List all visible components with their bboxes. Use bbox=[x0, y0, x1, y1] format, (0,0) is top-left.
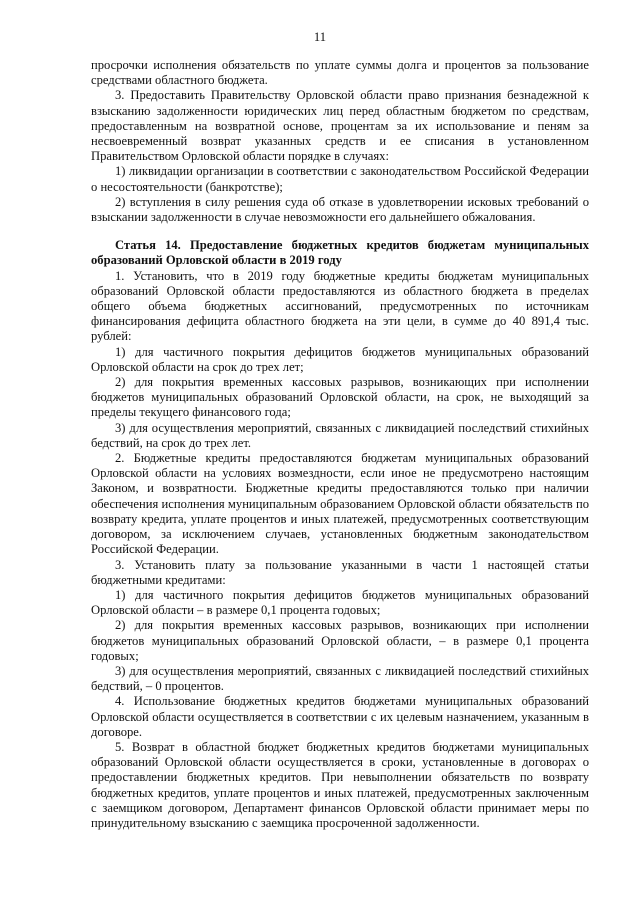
paragraph: 1) ликвидации организации в соответствии с законодательством Российской Федерации о несостоятельности (банкротстве); bbox=[91, 164, 589, 194]
paragraph: 4. Использование бюджетных кредитов бюджетами муниципальных образований Орловской области осуществляется в соответствии с их целевым назначением, указанным в договоре. bbox=[91, 694, 589, 739]
article-14-body bbox=[91, 269, 589, 832]
paragraph: 1) для частичного покрытия дефицитов бюджетов муниципальных образований Орловской области на срок до трех лет; bbox=[91, 344, 589, 374]
paragraph: 5. Возврат в областной бюджет бюджетных кредитов бюджетами муниципальных образований Орловской области осуществляется в сроки, установленные в договорах о предоставлении бюджетных кредитов. При невыполнении обязательств по возврату бюджетных кредитов, уплате процентов и иных платежей, предусмотренных заключенным с заемщиком договором, Департамент финансов Орловской области принимает меры по принудительному взысканию с заемщика просроченной задолженности. bbox=[91, 739, 589, 830]
paragraph: 2) для покрытия временных кассовых разрывов, возникающих при исполнении бюджетов муниципальных образований Орловской области, на срок, не выходящий за пределы текущего финансового года; bbox=[91, 375, 589, 420]
paragraph: 3) для осуществления мероприятий, связанных с ликвидацией последствий стихийных бедствий, на срок до трех лет. bbox=[91, 420, 589, 450]
paragraph: 3. Установить плату за пользование указанными в части 1 настоящей статьи бюджетными кредитами: bbox=[91, 557, 589, 587]
paragraph: 2) для покрытия временных кассовых разрывов, возникающих при исполнении бюджетов муниципальных образований Орловской области, – в размере 0,1 процента годовых; bbox=[91, 618, 589, 663]
paragraph: 3) для осуществления мероприятий, связанных с ликвидацией последствий стихийных бедствий, – 0 процентов. bbox=[91, 663, 589, 694]
section-continuation bbox=[91, 58, 589, 225]
document-body bbox=[91, 58, 589, 831]
paragraph: 3. Предоставить Правительству Орловской области право признания безнадежной к взысканию задолженности юридических лиц перед областным бюджетом по средствам, предоставленным на возвратной основе, процентам за их использование и пеням за несвоевременный возврат указанных средств и ее списания в установленном Правительством Орловской области порядке в случаях: bbox=[91, 88, 589, 164]
paragraph: 1. Установить, что в 2019 году бюджетные кредиты бюджетам муниципальных образований Орловской области предоставляются из областного бюджета в пределах общего объема бюджетных ассигнований, предусмотренных по источникам финансирования дефицита областного бюджета на эти цели, в сумме до 40 891,4 тыс. рублей: bbox=[91, 268, 589, 344]
page-number: 11 bbox=[313, 30, 327, 44]
paragraph: 1) для частичного покрытия дефицитов бюджетов муниципальных образований Орловской области – в размере 0,1 процента годовых; bbox=[91, 587, 589, 618]
article-heading: Статья 14. Предоставление бюджетных кредитов бюджетам муниципальных образований Орловской области в 2019 году bbox=[91, 238, 589, 268]
paragraph: 2) вступления в силу решения суда об отказе в удовлетворении исковых требований о взыскании задолженности в случае невозможности его дальнейшего обжалования. bbox=[91, 194, 589, 225]
paragraph: 2. Бюджетные кредиты предоставляются бюджетам муниципальных образований Орловской области на условиях возмездности, если иное не предусмотрено настоящим Законом, и возвратности. Бюджетные кредиты предоставляются только при наличии обеспечения исполнения муниципальным образованием Орловской области обязательств по возврату кредита, уплате процентов и иных платежей, предусмотренных соответствующим договором, за исключением случаев, установленных бюджетным законодательством Российской Федерации. bbox=[91, 451, 589, 557]
paragraph: просрочки исполнения обязательств по уплате суммы долга и процентов за пользование средствами областного бюджета. bbox=[91, 58, 589, 88]
